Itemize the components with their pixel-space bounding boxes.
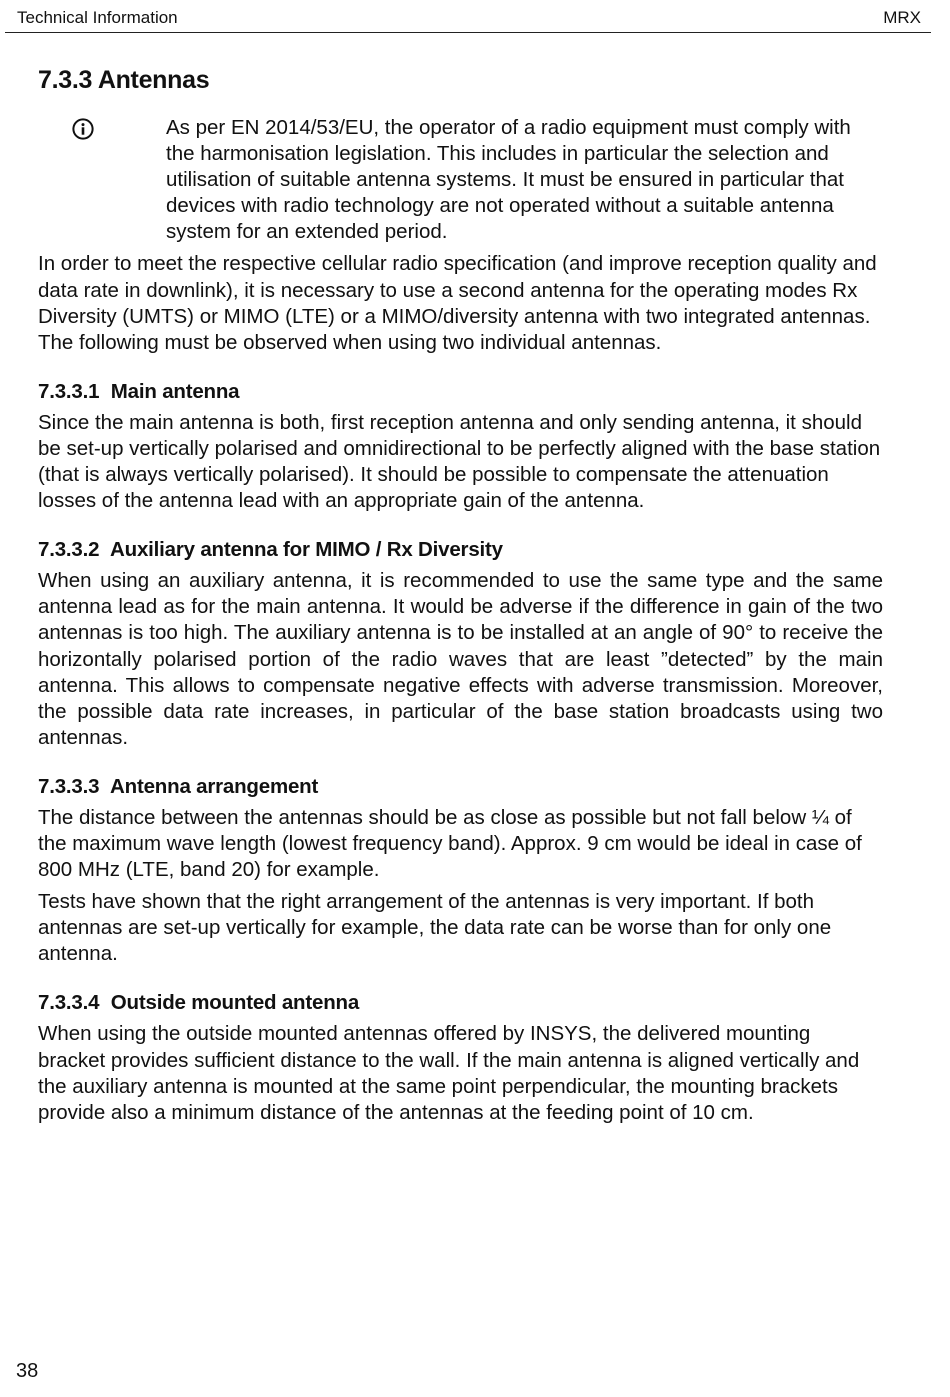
page-content <box>38 66 883 1126</box>
subsection-heading <box>38 538 883 562</box>
info-note <box>38 115 883 245</box>
intro-paragraph: In order to meet the respective cellular radio specification (and improve reception quality and data rate in downlink), it is necessary to use a second antenna for the operating modes Rx Diversity (UMTS) or MIMO (LTE) or a MIMO/diversity antenna with two integrated antennas. The following must be observed when using two individual antennas. <box>38 252 877 354</box>
header-document-type: Technical Information <box>17 8 178 27</box>
paragraph: Since the main antenna is both, first reception antenna and only sending antenna, it should be set-up vertically polarised and omnidirectional to be perfectly aligned with the base station (that is always vertically polarised). It should be possible to compensate the attenuation losses of the antenna lead with an appropriate gain of the antenna. <box>38 410 881 513</box>
header-product-name: MRX <box>883 8 921 27</box>
subsection-heading <box>38 380 883 404</box>
subsection-number: 7.3.3.2 <box>38 538 100 562</box>
subsection-heading <box>38 991 883 1015</box>
subsection-number: 7.3.3.1 <box>38 379 100 403</box>
subsection-title: Auxiliary antenna for MIMO / Rx Diversity <box>110 538 503 562</box>
paragraph: Tests have shown that the right arrangement of the antennas is very important. If both antennas are set-up vertically for example, the data rate can be worse than for only one antenna. <box>38 890 832 966</box>
subsection-title: Main antenna <box>110 379 240 403</box>
subsection-number: 7.3.3.3 <box>38 774 100 798</box>
subsection-heading <box>38 775 883 799</box>
subsection-title: Outside mounted antenna <box>110 991 360 1015</box>
section-title: 7.3.3 Antennas <box>38 66 210 94</box>
paragraph: When using an auxiliary antenna, it is recommended to use the same type and the same antenna lead as for the main antenna. It would be adverse if the difference in gain of the two antennas is too high. The auxiliary antenna is to be installed at an angle of 90° to receive the horizontally polarised portion of the radio waves that are least ”detected” by the main antenna. This allows to compensate negative effects with adverse transmission. Moreover, the possible data rate increases, in particular of the base station broadcasts using two antennas. <box>38 569 883 749</box>
page-number: 38 <box>16 1360 39 1382</box>
subsection-number: 7.3.3.4 <box>38 991 100 1015</box>
paragraph: The distance between the antennas should be as close as possible but not fall below ¼ of the maximum wave length (lowest frequency band). Approx. 9 cm would be ideal in case of 800 MHz (LTE, band 20) for example. <box>38 805 862 882</box>
page-header <box>5 5 931 33</box>
subsection-title: Antenna arrangement <box>110 774 319 798</box>
note-text: As per EN 2014/53/EU, the operator of a radio equipment must comply with the harmonisation legislation. This includes in particular the selection and utilisation of suitable antenna systems. It must be ensured in particular that devices with radio technology are not operated without a suitable antenna system for an extended period. <box>166 116 851 244</box>
paragraph: When using the outside mounted antennas offered by INSYS, the delivered mounting bracket provides sufficient distance to the wall. If the main antenna is aligned vertically and the auxiliary antenna is mounted at the same point perpendicular, the mounting brackets provide also a minimum distance of the antennas at the feeding point of 10 cm. <box>38 1022 860 1124</box>
info-icon <box>72 118 94 140</box>
